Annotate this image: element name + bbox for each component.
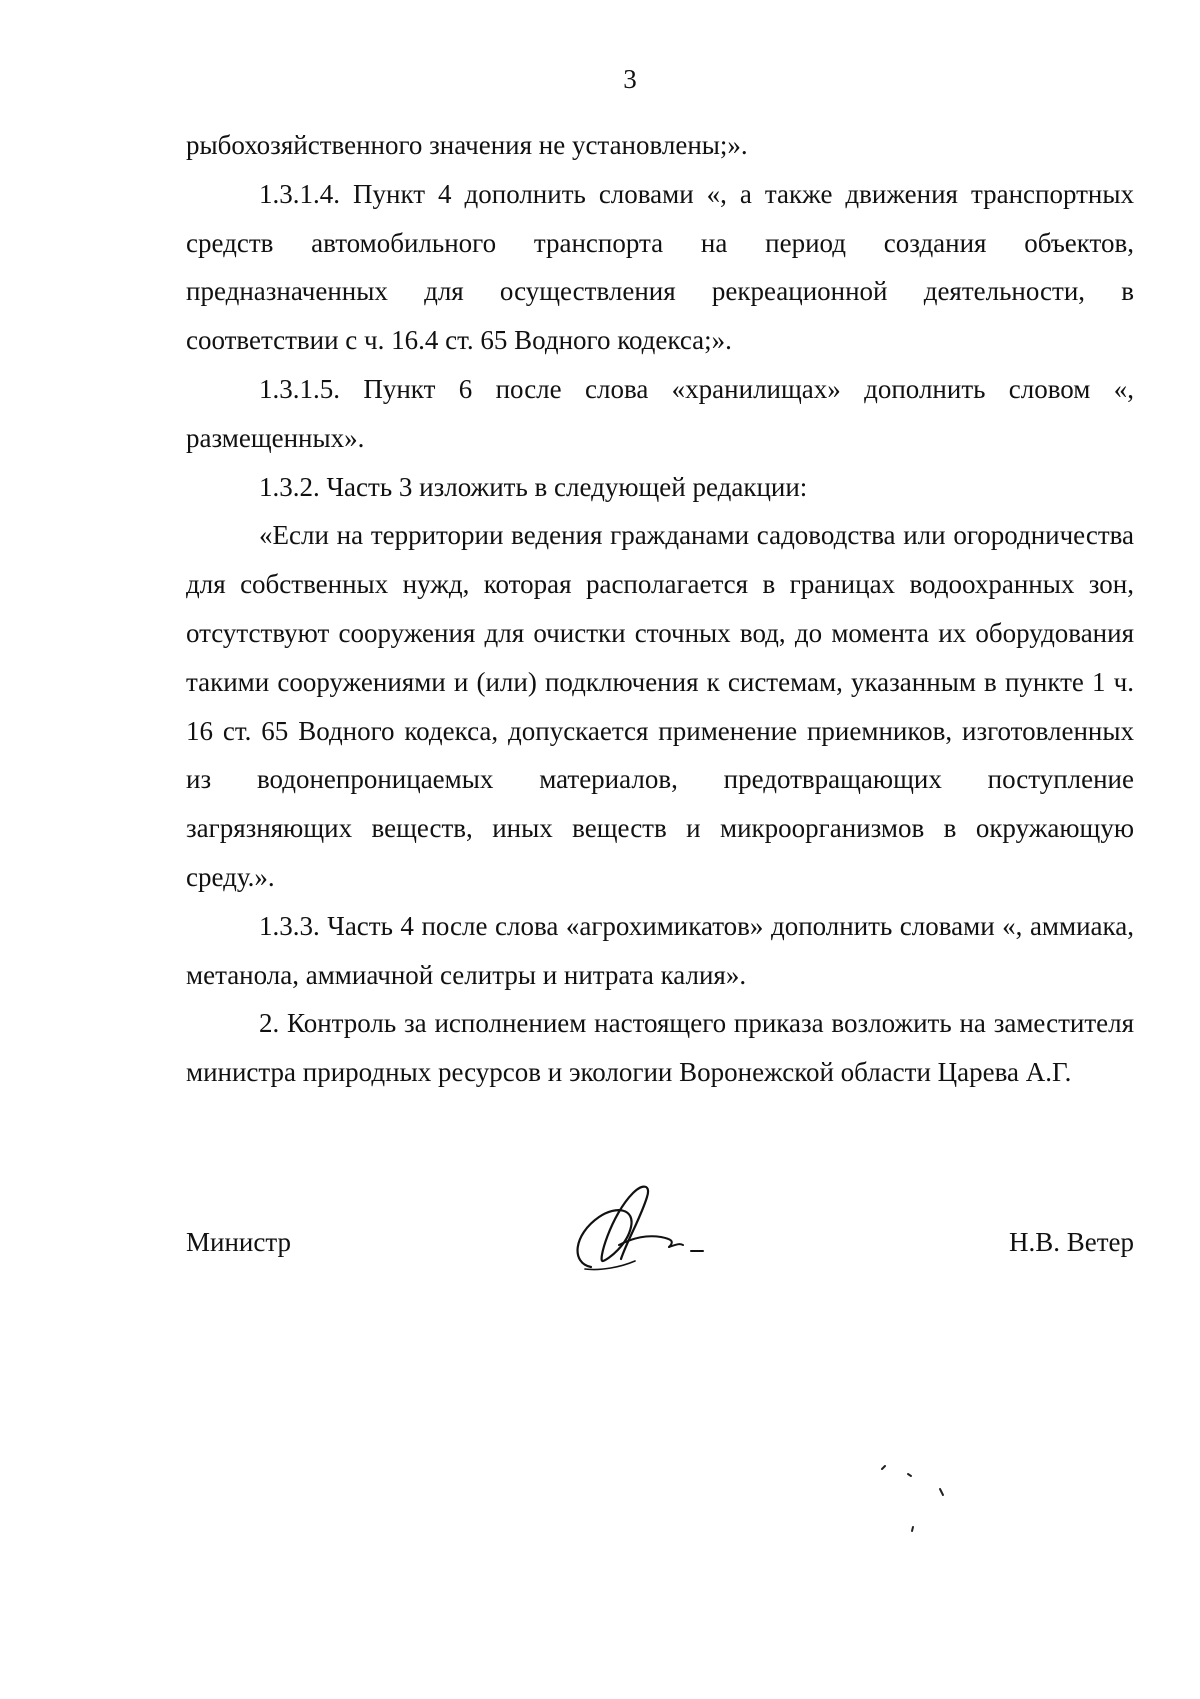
signer-name: Н.В. Ветер [1008,1227,1134,1257]
paragraph-1-3-2: 1.3.2. Часть 3 изложить в следующей редакции: [259,471,808,502]
page-number: 3 [623,64,637,94]
scan-specks-icon [880,1465,970,1555]
paragraph-continuation: рыбохозяйственного значения не установлены;». [186,130,748,160]
signer-position: Министр [186,1227,291,1257]
paragraph-1-3-1-4: 1.3.1.4. Пункт 4 дополнить словами «, а также движения транспортных средств автомобильного транспорта на период создания объектов, предназначенных для осуществления рекреационной деятельности, в соответствии с ч. 16.4 ст. 65 Водного кодекса;». [186,178,1134,356]
paragraph-1-3-1-5: 1.3.1.5. Пункт 6 после слова «хранилищах» дополнить словом «, размещенных». [186,373,1134,453]
document-body [186,121,1134,1097]
signature-block [186,1205,1134,1305]
paragraph-2: 2. Контроль за исполнением настоящего приказа возложить на заместителя министра природных ресурсов и экологии Воронежской области Царева А.Г. [186,1008,1134,1088]
handwritten-signature-icon [551,1175,721,1285]
paragraph-quoted-text: «Если на территории ведения гражданами садоводства или огородничества для собственных нужд, которая располагается в границах водоохранных зон, отсутствуют сооружения для очистки сточных вод, до момента их оборудования такими сооружениями и (или) подключения к системам, указанным в пункте 1 ч. 16 ст. 65 Водного кодекса, допускается применение приемников, изготовленных из водонепроницаемых материалов, предотвращающих поступление загрязняющих веществ, иных веществ и микроорганизмов в окружающую среду.». [186,520,1134,892]
paragraph-1-3-3: 1.3.3. Часть 4 после слова «агрохимикатов» дополнить словами «, аммиака, метанола, аммиачной селитры и нитрата калия». [186,910,1134,990]
